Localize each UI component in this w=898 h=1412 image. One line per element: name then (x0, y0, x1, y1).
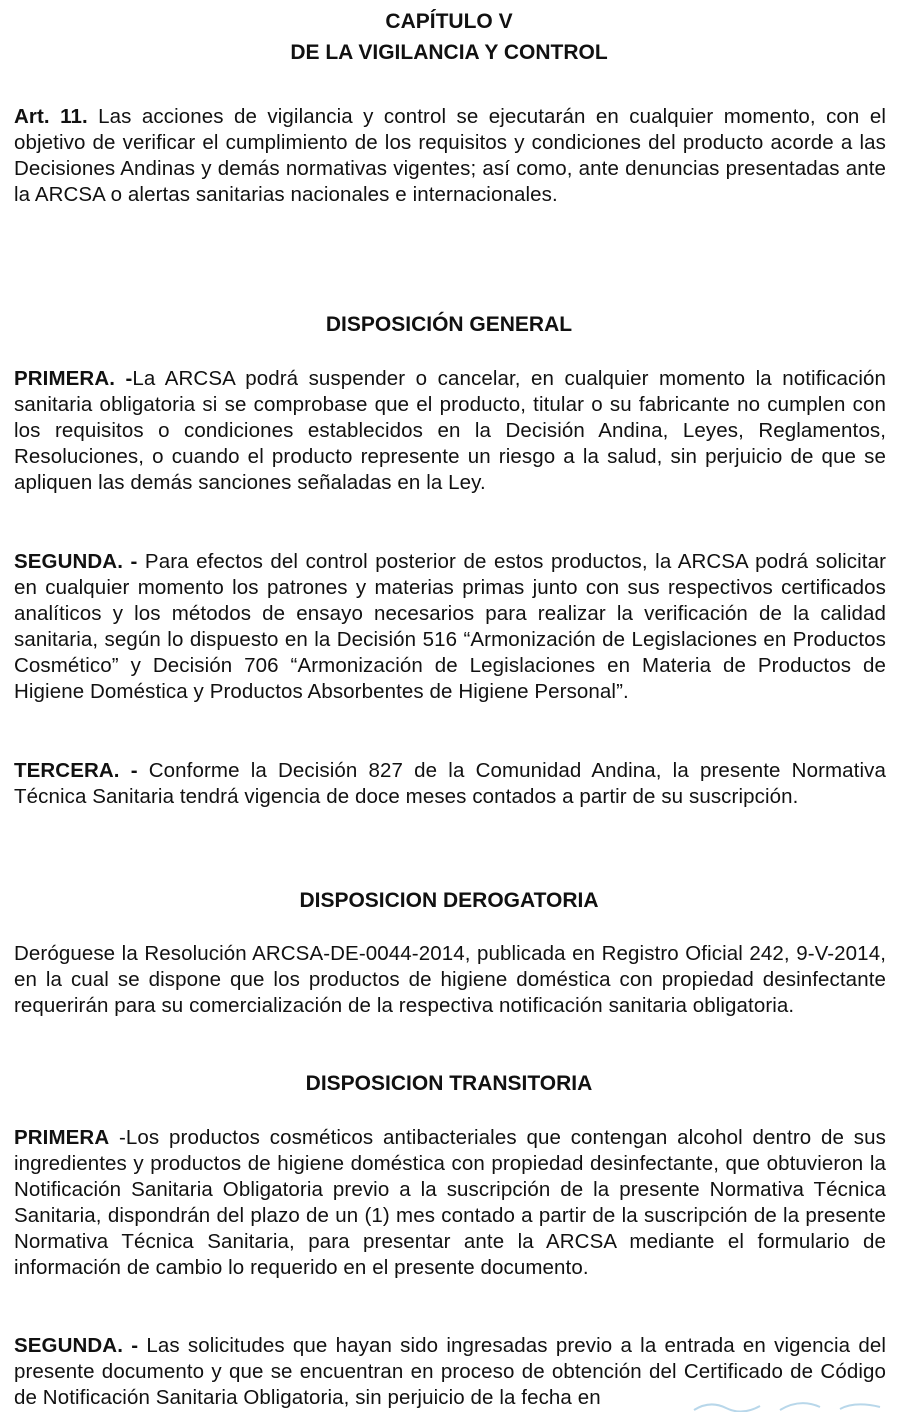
transitoria-primera-label: PRIMERA (14, 1126, 110, 1149)
chapter-title: CAPÍTULO V (385, 10, 513, 33)
article-11 (14, 104, 886, 208)
transitoria-segunda-text: Las solicitudes que hayan sido ingresadas previo a la entrada en vigencia del presente documento y que se encuentran en proceso de obtención del Certificado de Código de Notificación Sanitaria Obligatoria, sin perjuicio de la fecha en (14, 1334, 887, 1409)
general-segunda-text: Para efectos del control posterior de estos productos, la ARCSA podrá solicitar en cualquier momento los patrones y materias primas junto con sus respectivos certificados analíticos y los métodos de ensayo necesarios para realizar la verificación de la calidad sanitaria, según lo dispuesto en la Decisión 516 “Armonización de Legislaciones en Productos Cosmético” y Decisión 706 “Armonización de Legislaciones en Materia de Productos de Higiene Doméstica y Productos Absorbentes de Higiene Personal”. (14, 550, 886, 703)
chapter-subtitle: DE LA VIGILANCIA Y CONTROL (290, 41, 608, 64)
derogatoria-text: Deróguese la Resolución ARCSA-DE-0044-2014, publicada en Registro Oficial 242, 9-V-2014, en la cual se dispone que los productos de higiene doméstica con propiedad desinfectante requerirán para su comercialización de la respectiva notificación sanitaria obligatoria. (14, 942, 886, 1017)
general-segunda-label: SEGUNDA. - (14, 550, 138, 573)
general-tercera (14, 758, 886, 810)
transitoria-primera (14, 1125, 886, 1281)
article-11-label: Art. 11. (14, 105, 88, 128)
article-11-text: Las acciones de vigilancia y control se ejecutarán en cualquier momento, con el objetivo de verificar el cumplimiento de los requisitos y condiciones del producto acorde a las Decisiones Andinas y demás normativas vigentes; así como, ante denuncias presentadas ante la ARCSA o alertas sanitarias nacionales e internacionales. (14, 105, 886, 206)
general-tercera-label: TERCERA. - (14, 759, 138, 782)
general-segunda (14, 549, 886, 705)
general-primera (14, 366, 886, 496)
general-tercera-text: Conforme la Decisión 827 de la Comunidad Andina, la presente Normativa Técnica Sanitaria tendrá vigencia de doce meses contados a partir de su suscripción. (14, 759, 886, 808)
transitoria-primera-text: -Los productos cosméticos antibacteriales que contengan alcohol dentro de sus ingredientes y productos de higiene doméstica con propiedad desinfectante, que obtuvieron la Notificación Sanitaria Obligatoria previo a la suscripción de la presente Normativa Técnica Sanitaria, dispondrán del plazo de un (1) mes contado a partir de la suscripción de la presente Normativa Técnica Sanitaria, para presentar ante la ARCSA mediante el formulario de información de cambio lo requerido en el presente documento. (14, 1126, 886, 1279)
disposicion-derogatoria-heading: DISPOSICION DEROGATORIA (299, 889, 599, 912)
stamp-fragment-icon (690, 1398, 890, 1412)
disposicion-general-heading: DISPOSICIÓN GENERAL (325, 313, 573, 336)
disposicion-transitoria-heading: DISPOSICION TRANSITORIA (305, 1072, 593, 1095)
transitoria-segunda-label: SEGUNDA. - (14, 1334, 139, 1357)
general-primera-label: PRIMERA. - (14, 367, 133, 390)
general-primera-text: La ARCSA podrá suspender o cancelar, en cualquier momento la notificación sanitaria obligatoria si se comprobase que el producto, titular o su fabricante no cumplen con los requisitos o condiciones establecidos en la Decisión Andina, Leyes, Reglamentos, Resoluciones, o cuando el producto represente un riesgo a la salud, sin perjuicio de que se apliquen las demás sanciones señaladas en la Ley. (14, 367, 887, 494)
